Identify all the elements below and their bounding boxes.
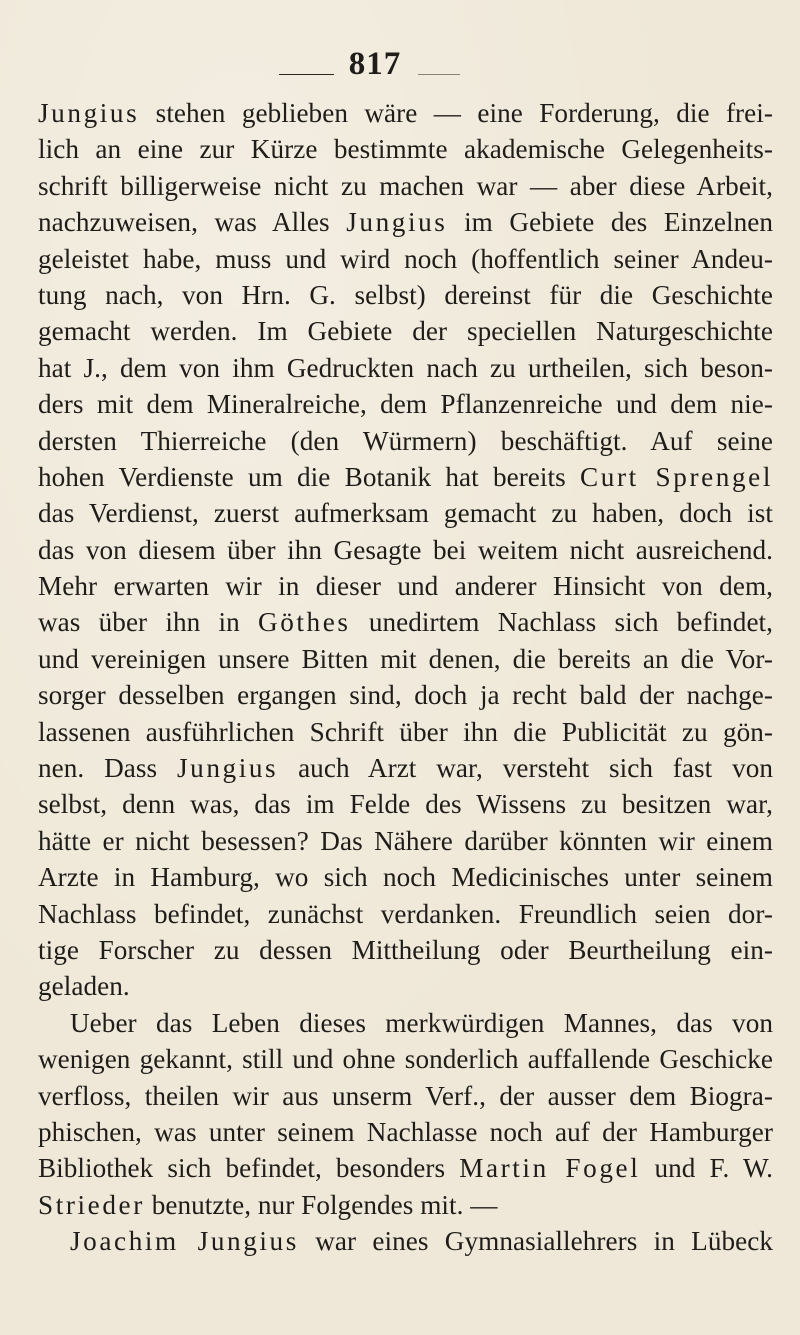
text-segment: lich an eine zur Kürze bestimmte akademische Gelegenheits-	[38, 134, 773, 165]
header-rule-right	[418, 74, 460, 75]
text-segment: geleistet habe, muss und wird noch (hoffentlich seiner Andeu-	[38, 243, 773, 274]
text-segment: war eines Gymnasiallehrers in Lübeck	[298, 1226, 773, 1257]
spaced-name: Curt Sprengel	[580, 461, 773, 492]
spaced-name: Jungius	[38, 98, 140, 128]
text-segment: nen. Dass	[38, 753, 177, 784]
spaced-name: Jungius	[346, 207, 448, 238]
text-segment: auch Arzt war, versteht sich fast von	[278, 753, 773, 784]
text-line	[38, 313, 773, 349]
spaced-name: Strieder	[38, 1189, 145, 1220]
text-segment: Nachlass befindet, zunächst verdanken. Freundlich seien dor-	[38, 898, 773, 929]
text-segment: und F. W.	[640, 1153, 774, 1184]
text-line	[38, 1150, 773, 1186]
text-segment: dersten Thierreiche (den Würmern) beschäftigt. Auf seine	[38, 425, 773, 456]
text-line	[38, 1187, 773, 1223]
text-segment: hohen Verdienste um die Botanik hat bereits	[38, 461, 581, 492]
text-segment: lassenen ausführlichen Schrift über ihn die Publicität zu gön-	[38, 716, 773, 747]
text-segment: selbst, denn was, das im Felde des Wissens zu besitzen war,	[38, 789, 773, 820]
text-segment: nachzuweisen, was Alles	[38, 207, 347, 238]
text-line	[38, 896, 773, 932]
text-line	[38, 859, 773, 895]
text-segment: das von diesem über ihn Gesagte bei weitem nicht ausreichend.	[38, 534, 773, 565]
text-segment: wenigen gekannt, still und ohne sonderlich auffallende Geschicke	[38, 1044, 773, 1075]
text-line	[38, 1041, 773, 1077]
text-segment: stehen geblieben wäre — eine Forderung, die frei-	[139, 98, 773, 128]
text-segment: hätte er nicht besessen? Das Nähere darüber könnten wir einem	[38, 825, 773, 856]
spaced-name: Joachim Jungius	[70, 1226, 299, 1257]
body-text	[38, 95, 773, 1260]
text-segment: unedirtem Nachlass sich befindet,	[350, 607, 774, 638]
text-line	[38, 677, 773, 713]
text-line	[38, 459, 773, 495]
text-line	[38, 750, 773, 786]
header-rule-left	[279, 74, 334, 75]
spaced-name: Martin Fogel	[459, 1153, 641, 1184]
text-segment: geladen.	[38, 971, 130, 1002]
text-line	[38, 131, 773, 167]
text-line	[38, 350, 773, 386]
text-line	[38, 568, 773, 604]
text-segment: was über ihn in	[38, 607, 258, 638]
text-line	[38, 386, 773, 422]
text-segment: hat J., dem von ihm Gedruckten nach zu urtheilen, sich beson-	[38, 352, 773, 383]
text-line	[38, 714, 773, 750]
text-segment: phischen, was unter seinem Nachlasse noch auf der Hamburger	[38, 1116, 773, 1147]
text-line	[38, 423, 773, 459]
text-segment: und vereinigen unsere Bitten mit denen, die bereits an die Vor-	[38, 643, 773, 674]
text-line	[38, 495, 773, 531]
text-segment: Mehr erwarten wir in dieser und anderer Hinsicht von dem,	[38, 571, 773, 602]
text-line	[38, 241, 773, 277]
text-line	[38, 95, 773, 131]
text-line	[38, 604, 773, 640]
text-segment: sorger desselben ergangen sind, doch ja recht bald der nachge-	[38, 680, 773, 711]
text-line	[38, 968, 773, 1004]
text-segment: ders mit dem Mineralreiche, dem Pflanzenreiche und dem nie-	[38, 389, 773, 420]
text-segment: benutzte, nur Folgendes mit. —	[144, 1189, 498, 1220]
text-segment: tung nach, von Hrn. G. selbst) dereinst für die Geschichte	[38, 279, 773, 310]
text-segment: tige Forscher zu dessen Mittheilung oder Beurtheilung ein-	[38, 934, 773, 965]
text-segment: im Gebiete des Einzelnen	[447, 207, 773, 238]
text-line	[38, 823, 773, 859]
text-line	[38, 1114, 773, 1150]
text-line	[38, 532, 773, 568]
text-line	[38, 204, 773, 240]
text-line	[38, 932, 773, 968]
text-line	[38, 1223, 773, 1259]
spaced-name: Göthes	[257, 607, 351, 638]
text-segment: Arzte in Hamburg, wo sich noch Medicinisches unter seinem	[38, 862, 773, 893]
page-number: 817	[348, 46, 402, 82]
text-line	[38, 1078, 773, 1114]
text-line	[38, 168, 773, 204]
text-line	[38, 641, 773, 677]
text-line	[38, 277, 773, 313]
spaced-name: Jungius	[176, 753, 279, 784]
text-segment: Bibliothek sich befindet, besonders	[38, 1153, 460, 1184]
text-segment: schrift billigerweise nicht zu machen war — aber diese Arbeit,	[38, 170, 773, 201]
text-segment: gemacht werden. Im Gebiete der speciellen Naturgeschichte	[38, 316, 773, 347]
text-line	[38, 1005, 773, 1041]
text-line	[38, 786, 773, 822]
text-segment: Ueber das Leben dieses merkwürdigen Mannes, das von	[70, 1007, 773, 1038]
page-header	[0, 44, 800, 84]
text-segment: verfloss, theilen wir aus unserm Verf., der ausser dem Biogra-	[38, 1080, 773, 1111]
text-segment: das Verdienst, zuerst aufmerksam gemacht zu haben, doch ist	[38, 498, 773, 529]
